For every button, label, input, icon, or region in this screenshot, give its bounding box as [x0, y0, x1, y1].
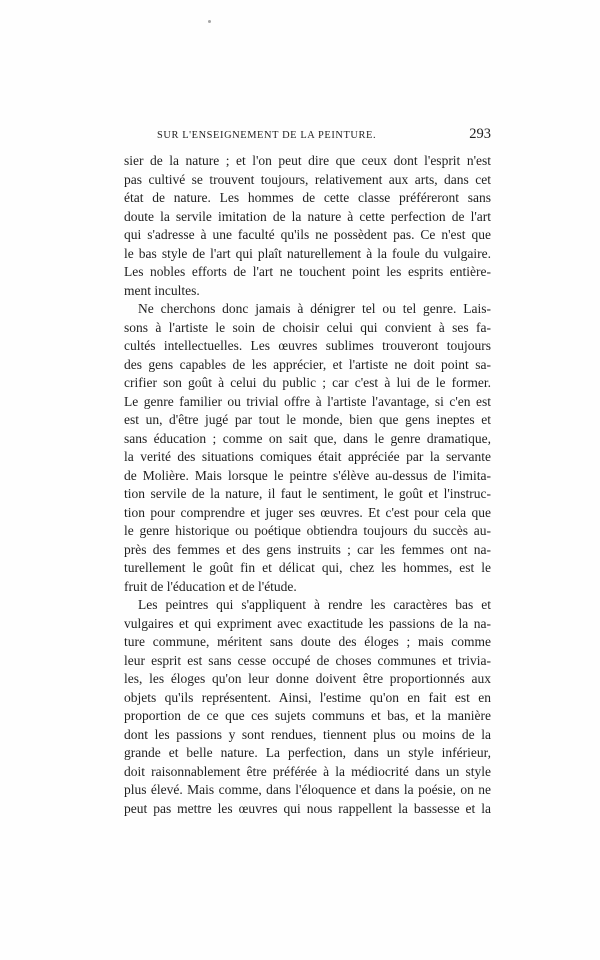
text-line: état de nature. Les hommes de cette classe préféreront sans [124, 190, 491, 205]
text-line: est un, d'être jugé par tout le monde, bien que gens ineptes et [124, 412, 491, 427]
running-title: SUR L'ENSEIGNEMENT DE LA PEINTURE. [157, 130, 377, 141]
text-line: sier de la nature ; et l'on peut dire que ceux dont l'esprit n'est [124, 153, 491, 168]
ink-speck [208, 20, 211, 23]
text-line: crifier son goût à celui du public ; car c'est à lui de le former. [124, 375, 491, 390]
text-line: des gens capables de les apprécier, et l'artiste ne doit point sa- [124, 356, 491, 372]
text-line: cultés intellectuelles. Les œuvres sublimes trouveront toujours [124, 338, 491, 353]
text-line: leur esprit est sans cesse occupé de choses communes et trivia- [124, 652, 491, 668]
text-line: pas cultivé se trouvent toujours, relativement aux arts, dans cet [124, 171, 491, 187]
text-line: fruit de l'éducation et de l'étude. [124, 578, 297, 594]
text-line: doit raisonnablement être préférée à la médiocrité dans un style [124, 763, 491, 779]
text-line: dont les passions y sont rendues, tiennent plus ou moins de la [124, 726, 491, 742]
text-line: de Molière. Mais lorsque le peintre s'élève au-dessus de l'imita- [124, 467, 491, 483]
text-line: turellement le goût fin et délicat qui, chez les hommes, est le [124, 560, 491, 575]
text-line: Le genre familier ou trivial offre à l'artiste l'avantage, si c'en est [124, 393, 491, 409]
text-line: proportion de ce que ces sujets communs et bas, et la manière [124, 708, 491, 723]
text-line: près des femmes et des gens instruits ; car les femmes ont na- [124, 541, 491, 557]
text-line: ture commune, méritent sans doute des éloges ; mais comme [124, 634, 491, 649]
text-line: le bas style de l'art qui plaît naturellement à la foule du vulgaire. [124, 245, 491, 261]
text-line: sons à l'artiste le soin de choisir celui qui convient à ses fa- [124, 319, 491, 335]
text-line: vulgaires et qui expriment avec exactitude les passions de la na- [124, 615, 491, 631]
text-line: ment incultes. [124, 282, 200, 298]
text-line: objets qu'ils représentent. Ainsi, l'estime qu'on en fait est en [124, 689, 491, 705]
text-line: sans éducation ; comme on sait que, dans le genre dramatique, [124, 430, 491, 446]
paragraph-first-line: Ne cherchons donc jamais à dénigrer tel ou tel genre. Lais- [138, 301, 491, 316]
text-line: plus élevé. Mais comme, dans l'éloquence et dans la poésie, on ne [124, 782, 491, 797]
text-line: les, les éloges qu'on leur donne doivent être proportionnés aux [124, 671, 491, 686]
text-line: la verité des situations comiques était appréciée par la servante [124, 449, 491, 464]
text-line: tion servile de la nature, il faut le sentiment, le goût et l'instruc- [124, 486, 491, 501]
running-head [157, 126, 491, 146]
text-line: Les nobles efforts de l'art ne touchent point les esprits entière- [124, 264, 491, 279]
paragraph-first-line: Les peintres qui s'appliquent à rendre les caractères bas et [138, 597, 491, 612]
text-line: tion pour comprendre et juger ses œuvres. Et c'est pour cela que [124, 504, 491, 520]
text-line: qui s'adresse à une faculté qu'ils ne possèdent pas. Ce n'est que [124, 227, 491, 242]
text-line: peut pas mettre les œuvres qui nous rappellent la bassesse et la [124, 800, 491, 816]
page-number: 293 [469, 126, 491, 142]
text-line: doute la servile imitation de la nature à cette perfection de l'art [124, 208, 491, 224]
body-text [124, 152, 491, 818]
text-line: le genre historique ou poétique obtiendra toujours du succès au- [124, 523, 491, 538]
text-line: grande et belle nature. La perfection, dans un style inférieur, [124, 745, 491, 760]
